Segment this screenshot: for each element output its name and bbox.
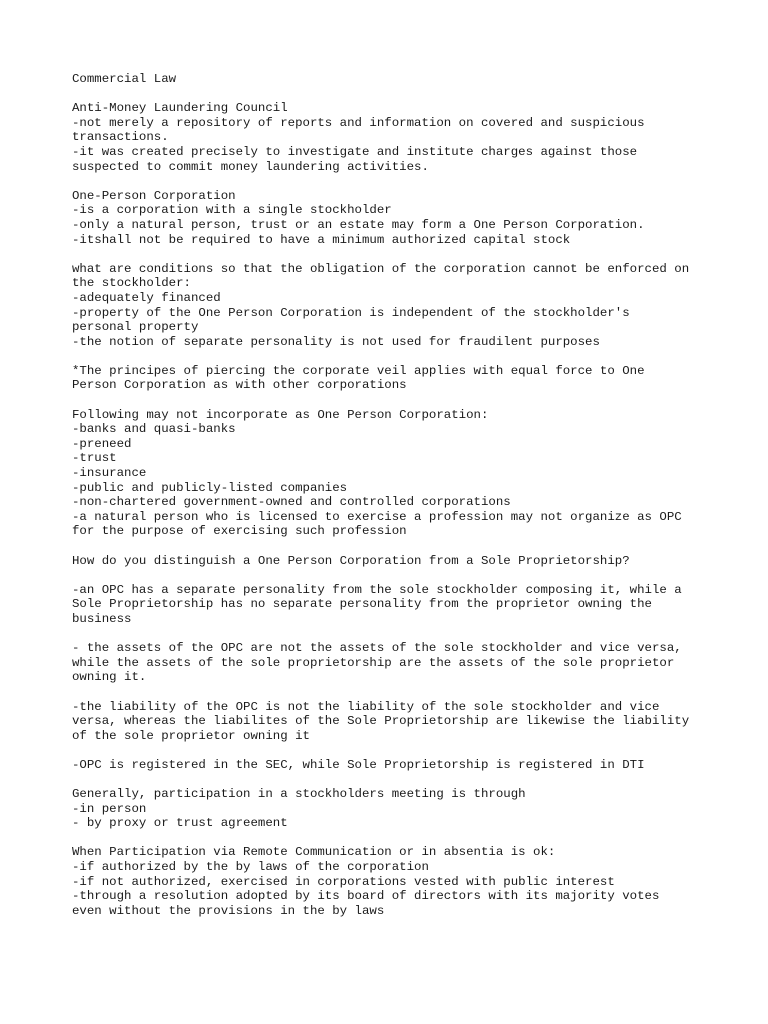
- text-line: - by proxy or trust agreement: [72, 816, 288, 831]
- text-line: Following may not incorporate as One Person Corporation:: [72, 407, 489, 422]
- section-block: [72, 408, 712, 539]
- document-body: [72, 72, 712, 933]
- text-line: Person Corporation as with other corporations: [72, 378, 407, 393]
- text-line: -OPC is registered in the SEC, while Sole Proprietorship is registered in DTI: [72, 757, 645, 772]
- text-line: -only a natural person, trust or an estate may form a One Person Corporation.: [72, 217, 645, 232]
- text-line: -through a resolution adopted by its board of directors with its majority votes: [72, 889, 660, 904]
- text-line: -if authorized by the by laws of the corporation: [72, 860, 429, 875]
- text-line: -the liability of the OPC is not the liability of the sole stockholder and vice: [72, 699, 660, 714]
- text-line: -adequately financed: [72, 290, 221, 305]
- section-block: [72, 758, 712, 773]
- text-line: *The principes of piercing the corporate veil applies with equal force to One: [72, 363, 645, 378]
- document-title: Commercial Law: [72, 72, 177, 86]
- text-line: -preneed: [72, 436, 132, 451]
- text-line: -banks and quasi-banks: [72, 422, 236, 437]
- text-line: what are conditions so that the obligation of the corporation cannot be enforced on: [72, 261, 690, 276]
- section-block: [72, 262, 712, 350]
- text-line: Anti-Money Laundering Council: [72, 101, 288, 116]
- text-line: -is a corporation with a single stockholder: [72, 203, 392, 218]
- text-line: -an OPC has a separate personality from the sole stockholder composing it, while a: [72, 582, 682, 597]
- text-line: business: [72, 611, 132, 626]
- text-line: - the assets of the OPC are not the assets of the sole stockholder and vice versa,: [72, 641, 682, 656]
- section-block: [72, 101, 712, 174]
- section-block: [72, 189, 712, 247]
- document-sections: [72, 101, 712, 918]
- text-line: -if not authorized, exercised in corporations vested with public interest: [72, 874, 615, 889]
- text-line: -property of the One Person Corporation is independent of the stockholder's: [72, 305, 630, 320]
- text-line: the stockholder:: [72, 276, 191, 291]
- text-line: Sole Proprietorship has no separate personality from the proprietor owning the: [72, 597, 652, 612]
- text-line: Generally, participation in a stockholders meeting is through: [72, 787, 526, 802]
- text-line: -it was created precisely to investigate and institute charges against those: [72, 144, 638, 159]
- text-line: -non-chartered government-owned and controlled corporations: [72, 495, 511, 510]
- section-block: [72, 787, 712, 831]
- section-block: [72, 554, 712, 569]
- text-line: -public and publicly-listed companies: [72, 480, 348, 495]
- section-block: [72, 364, 712, 393]
- text-line: even without the provisions in the by laws: [72, 903, 385, 918]
- text-line: How do you distinguish a One Person Corporation from a Sole Proprietorship?: [72, 553, 630, 568]
- text-line: personal property: [72, 320, 199, 335]
- section-block: [72, 641, 712, 685]
- text-line: for the purpose of exercising such profession: [72, 524, 407, 539]
- text-line: -the notion of separate personality is not used for fraudilent purposes: [72, 334, 600, 349]
- text-line: versa, whereas the liabilites of the Sole Proprietorship are likewise the liability: [72, 714, 690, 729]
- text-line: -a natural person who is licensed to exercise a profession may not organize as OPC: [72, 509, 682, 524]
- section-block: [72, 583, 712, 627]
- text-line: suspected to commit money laundering activities.: [72, 159, 429, 174]
- text-line: while the assets of the sole proprietorship are the assets of the sole proprietor: [72, 655, 675, 670]
- text-line: -in person: [72, 801, 147, 816]
- text-line: -insurance: [72, 466, 147, 481]
- text-line: -not merely a repository of reports and information on covered and suspicious: [72, 115, 645, 130]
- section-block: [72, 700, 712, 744]
- text-line: -itshall not be required to have a minimum authorized capital stock: [72, 232, 571, 247]
- text-line: One-Person Corporation: [72, 188, 236, 203]
- text-line: of the sole proprietor owning it: [72, 728, 310, 743]
- text-line: When Participation via Remote Communication or in absentia is ok:: [72, 845, 556, 860]
- document-title-block: [72, 72, 712, 87]
- text-line: transactions.: [72, 130, 169, 145]
- text-line: -trust: [72, 451, 117, 466]
- text-line: owning it.: [72, 670, 147, 685]
- section-block: [72, 845, 712, 918]
